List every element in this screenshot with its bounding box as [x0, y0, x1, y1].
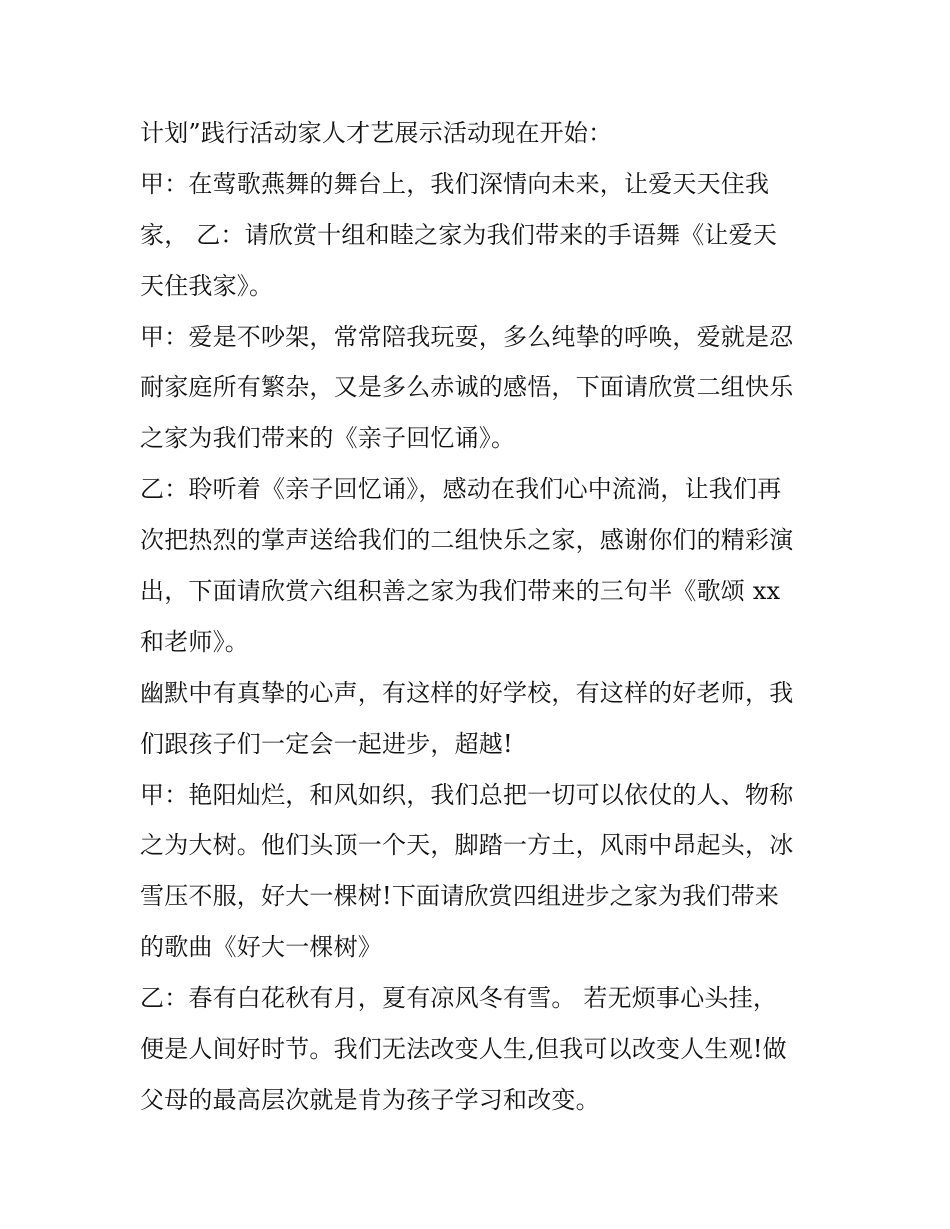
text-line: 和老师》。: [140, 627, 249, 656]
text-line: 甲：爱是不吵架，常常陪我玩耍，多么纯挚的呼唤，爱就是忍: [140, 322, 794, 351]
text-line: 甲：在莺歌燕舞的舞台上，我们深情向未来，让爱天天住我: [140, 169, 770, 198]
text-line: 之为大树。他们头顶一个天，脚踏一方土，风雨中昂起头，冰: [140, 831, 794, 860]
text-line: 耐家庭所有繁杂，又是多么赤诚的感悟，下面请欣赏二组快乐: [140, 373, 794, 402]
text-line: 出，下面请欣赏六组积善之家为我们带来的三句半《歌颂 xx: [140, 577, 781, 606]
text-line: 天住我家》。: [140, 271, 274, 300]
text-line: 们跟孩子们一定会一起进步，超越!: [140, 729, 513, 758]
text-line: 甲：艳阳灿烂，和风如织，我们总把一切可以依仗的人、物称: [140, 780, 794, 809]
text-line: 次把热烈的掌声送给我们的二组快乐之家，感谢你们的精彩演: [140, 526, 794, 555]
text-line: 的歌曲《好大一棵树》: [140, 933, 382, 962]
text-line: 乙：春有白花秋有月，夏有凉风冬有雪。 若无烦事心头挂，: [140, 984, 778, 1013]
text-line: 父母的最高层次就是肯为孩子学习和改变。: [140, 1085, 600, 1114]
text-line: 计划”践行活动家人才艺展示活动现在开始：: [140, 119, 613, 147]
text-line: 便是人间好时节。我们无法改变人生,但我可以改变人生观!做: [140, 1035, 787, 1064]
text-line: 幽默中有真挚的心声，有这样的好学校，有这样的好老师，我: [140, 678, 794, 707]
text-line: 之家为我们带来的《亲子回忆诵》。: [140, 424, 516, 453]
document-body: [140, 108, 820, 1126]
text-line: 家， 乙：请欣赏十组和睦之家为我们带来的手语舞《让爱天: [140, 220, 778, 249]
text-line: 雪压不服，好大一棵树!下面请欣赏四组进步之家为我们带来: [140, 882, 780, 911]
text-line: 乙：聆听着《亲子回忆诵》，感动在我们心中流淌，让我们再: [140, 475, 782, 504]
